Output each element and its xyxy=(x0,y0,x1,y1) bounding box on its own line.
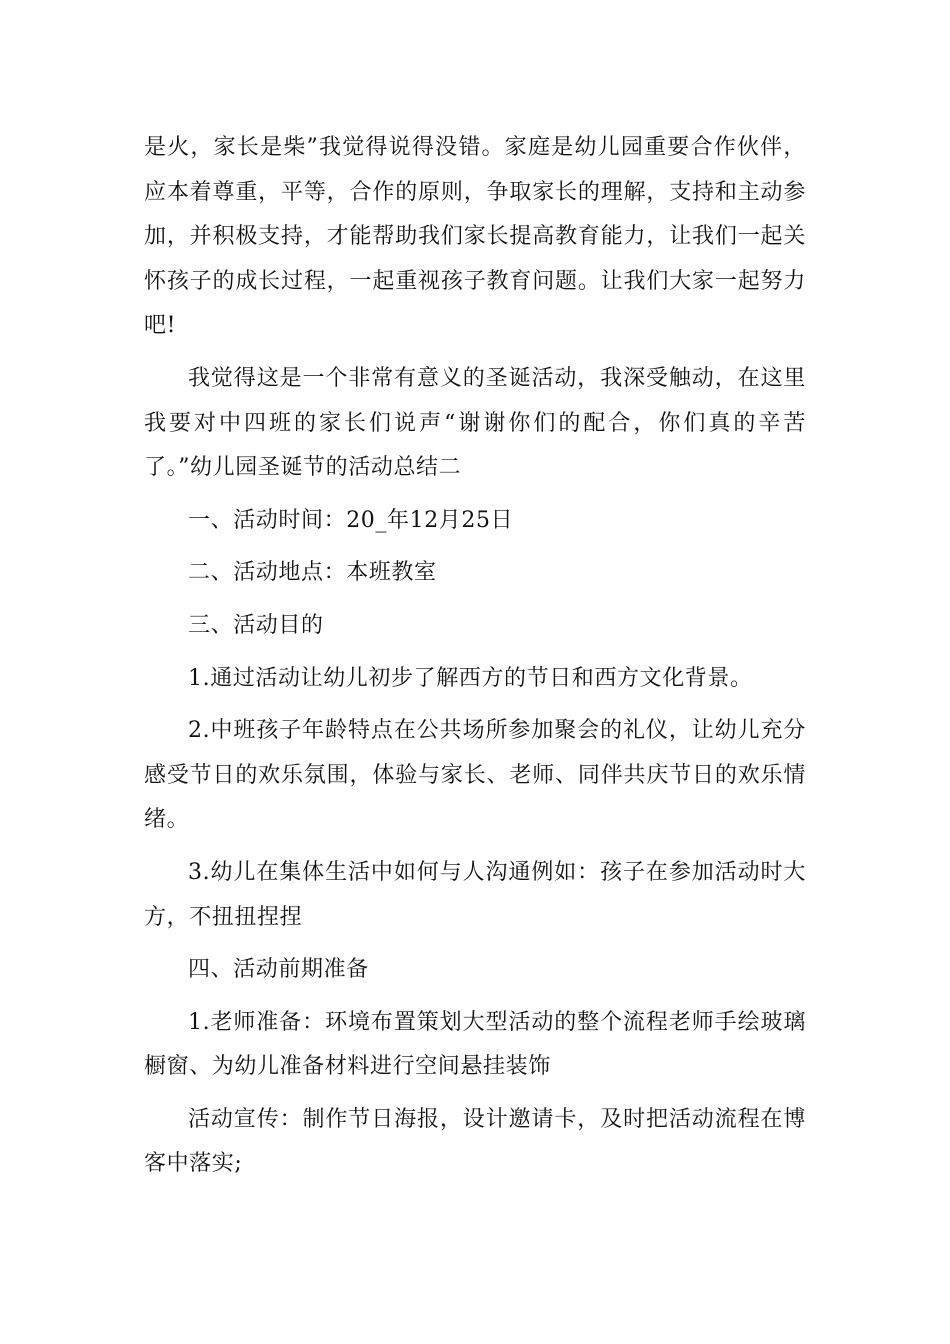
paragraph-activity-location: 二、活动地点：本班教室 xyxy=(188,560,437,586)
paragraph-activity-purpose-heading: 三、活动目的 xyxy=(188,612,324,638)
paragraph-teacher-preparation: 1.老师准备：环境布置策划大型活动的整个流程老师手绘玻璃橱窗、为幼儿准备材料进行空间悬挂装饰 xyxy=(144,1009,806,1080)
document-body xyxy=(144,126,806,1187)
paragraph-preparation-heading: 四、活动前期准备 xyxy=(188,957,369,983)
paragraph-activity-promotion: 活动宣传：制作节日海报，设计邀请卡，及时把活动流程在博客中落实; xyxy=(144,1106,806,1177)
paragraph-purpose-2: 2.中班孩子年龄特点在公共场所参加聚会的礼仪，让幼儿充分感受节日的欢乐氛围，体验与家长、老师、同伴共庆节日的欢乐情绪。 xyxy=(144,718,806,833)
paragraph-purpose-1: 1.通过活动让幼儿初步了解西方的节日和西方文化背景。 xyxy=(188,665,753,691)
paragraph-1: 是火，家长是柴”我觉得说得没错。家庭是幼儿园重要合作伙伴，应本着尊重，平等，合作的原则，争取家长的理解，支持和主动参加，并积极支持，才能帮助我们家长提高教育能力，让我们一起关怀孩子的成长过程，一起重视孩子教育问题。让我们大家一起努力吧! xyxy=(144,135,806,339)
paragraph-2: 我觉得这是一个非常有意义的圣诞活动，我深受触动，在这里我要对中四班的家长们说声“谢谢你们的配合，你们真的辛苦了。”幼儿园圣诞节的活动总结二 xyxy=(144,365,806,481)
paragraph-activity-time: 一、活动时间：20_年12月25日 xyxy=(188,507,514,533)
paragraph-purpose-3: 3.幼儿在集体生活中如何与人沟通例如：孩子在参加活动时大方，不扭扭捏捏 xyxy=(144,859,806,930)
